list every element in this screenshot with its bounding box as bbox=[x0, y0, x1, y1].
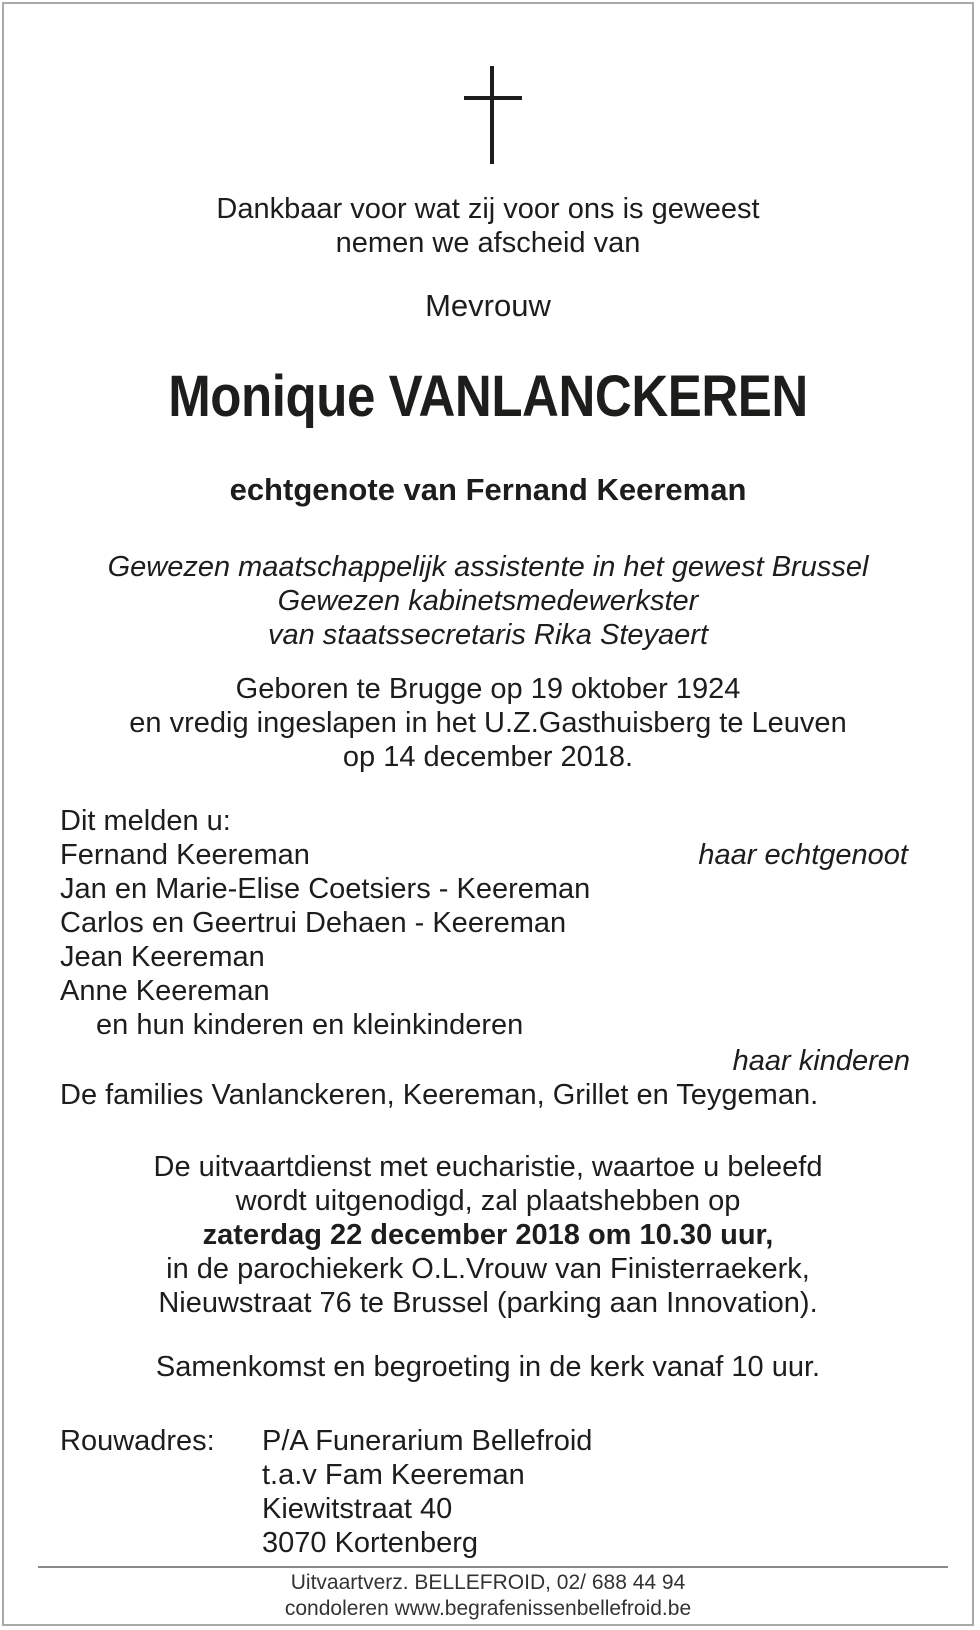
child-1: Jan en Marie-Elise Coetsiers - Keereman bbox=[60, 873, 591, 905]
service-date-time: zaterdag 22 december 2018 om 10.30 uur, bbox=[202, 1219, 774, 1251]
service-line-4: in de parochiekerk O.L.Vrouw van Finisterraekerk, bbox=[166, 1253, 810, 1285]
service-line-1: De uitvaartdienst met eucharistie, waartoe u beleefd bbox=[153, 1151, 823, 1183]
children-role: haar kinderen bbox=[732, 1045, 910, 1077]
child-4: Anne Keereman bbox=[60, 975, 270, 1007]
death-date-line: op 14 december 2018. bbox=[342, 741, 634, 773]
footer-divider bbox=[38, 1566, 948, 1568]
address-label: Rouwadres: bbox=[60, 1425, 215, 1457]
career-line-1: Gewezen maatschappelijk assistente in het gewest Brussel bbox=[107, 551, 869, 583]
career-line-3: van staatssecretaris Rika Steyaert bbox=[267, 619, 708, 651]
service-line-2: wordt uitgenodigd, zal plaatshebben op bbox=[235, 1185, 741, 1217]
career-line-2: Gewezen kabinetsmedewerkster bbox=[277, 585, 699, 617]
spouse-line: echtgenote van Fernand Keereman bbox=[229, 472, 747, 507]
intro-line-1: Dankbaar voor wat zij voor ons is geweest bbox=[216, 193, 760, 225]
child-3: Jean Keereman bbox=[60, 941, 265, 973]
spouse-role: haar echtgenoot bbox=[698, 839, 908, 871]
address-line-4: 3070 Kortenberg bbox=[262, 1527, 479, 1559]
address-line-3: Kiewitstraat 40 bbox=[262, 1493, 453, 1525]
families-line: De families Vanlanckeren, Keereman, Grillet en Teygeman. bbox=[60, 1079, 819, 1111]
grandchildren-line: en hun kinderen en kleinkinderen bbox=[96, 1009, 524, 1041]
deceased-name: Monique VANLANCKEREN bbox=[168, 364, 808, 429]
footer-condolences: condoleren www.begrafenissenbellefroid.be bbox=[284, 1597, 692, 1620]
family-intro: Dit melden u: bbox=[60, 805, 231, 837]
gathering-line: Samenkomst en begroeting in de kerk vanaf 10 uur. bbox=[155, 1351, 821, 1383]
intro-line-2: nemen we afscheid van bbox=[335, 227, 641, 259]
spouse-name: Fernand Keereman bbox=[60, 839, 310, 871]
birth-line: Geboren te Brugge op 19 oktober 1924 bbox=[235, 673, 741, 705]
salutation: Mevrouw bbox=[425, 288, 551, 323]
address-line-1: P/A Funerarium Bellefroid bbox=[262, 1425, 593, 1457]
address-line-2: t.a.v Fam Keereman bbox=[262, 1459, 525, 1491]
obituary-notice bbox=[2, 2, 974, 1626]
footer-undertaker: Uitvaartverz. BELLEFROID, 02/ 688 44 94 bbox=[290, 1571, 686, 1594]
passing-line: en vredig ingeslapen in het U.Z.Gasthuisberg te Leuven bbox=[129, 707, 847, 739]
child-2: Carlos en Geertrui Dehaen - Keereman bbox=[60, 907, 567, 939]
service-line-5: Nieuwstraat 76 te Brussel (parking aan Innovation). bbox=[158, 1287, 818, 1319]
cross-icon bbox=[464, 66, 524, 164]
